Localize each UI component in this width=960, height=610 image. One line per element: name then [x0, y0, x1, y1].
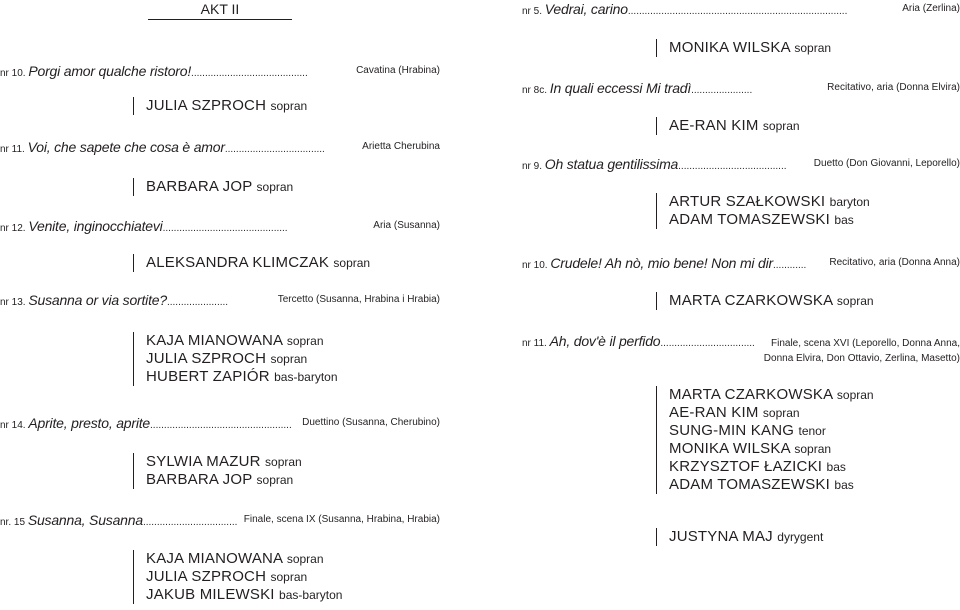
performer-voice: bas-baryton	[279, 588, 343, 602]
performer-voice: sopran	[270, 570, 308, 584]
entry-title: Crudele! Ah nò, mio bene! Non mi dir	[550, 255, 773, 271]
entry-leader: ............	[772, 260, 807, 271]
entry-type: Aria (Zerlina)	[902, 3, 960, 14]
performer-voice: sopran	[836, 388, 874, 402]
performer-name: SYLWIA MAZUR	[146, 453, 261, 470]
entry-type: Duetto (Don Giovanni, Leporello)	[813, 158, 960, 169]
performer-name: KAJA MIANOWANA	[146, 550, 283, 567]
performer-voice: sopran	[794, 442, 832, 456]
cast-member	[146, 350, 338, 368]
performer-voice: bas	[834, 213, 854, 227]
cast-member	[669, 386, 874, 404]
performer-voice: sopran	[794, 41, 832, 55]
entry-number: nr. 15	[0, 517, 26, 528]
entry-number: nr 10.	[0, 68, 26, 79]
cast-member	[146, 586, 342, 604]
cast-list	[656, 386, 874, 494]
program-entry	[0, 219, 440, 236]
performer-voice: sopran	[256, 180, 294, 194]
cast-member	[669, 404, 874, 422]
performer-name: AE-RAN KIM	[669, 404, 759, 421]
program-entry	[0, 513, 440, 530]
performer-name: AE-RAN KIM	[669, 117, 759, 134]
entry-title: Voi, che sapete che cosa è amor	[27, 139, 225, 155]
entry-leader: ....................................	[224, 144, 325, 155]
entry-leader: ..........................................	[191, 68, 308, 79]
cast-member	[146, 178, 293, 196]
performer-voice: sopran	[265, 455, 302, 469]
cast-list	[656, 292, 874, 310]
entry-type: Finale, scena XVI (Leporello, Donna Anna, Donna Elvira, Don Ottavio, Zerlina, Masetto)	[763, 338, 960, 364]
performer-voice: bas-baryton	[274, 370, 338, 384]
performer-voice: sopran	[286, 552, 324, 566]
entry-type: Arietta Cherubina	[362, 141, 440, 152]
program-entry	[0, 64, 440, 81]
performer-voice: sopran	[333, 256, 371, 270]
performer-name: MARTA CZARKOWSKA	[669, 386, 833, 403]
entry-title: Oh statua gentilissima	[544, 156, 679, 172]
cast-member	[669, 193, 870, 211]
entry-leader: .......................................	[678, 161, 787, 172]
cast-member	[146, 254, 370, 272]
entry-leader: ......................	[166, 297, 229, 308]
entry-title: Aprite, presto, aprite	[28, 415, 151, 431]
entry-type: Recitativo, aria (Donna Anna)	[829, 257, 960, 268]
entry-number: nr 12.	[0, 223, 26, 234]
entry-title: In quali eccessi Mi tradì	[549, 80, 692, 96]
performer-voice: sopran	[762, 406, 800, 420]
cast-list	[656, 117, 800, 135]
performer-voice: sopran	[256, 473, 294, 487]
performer-voice: sopran	[762, 119, 800, 133]
performer-name: ARTUR SZAŁKOWSKI	[669, 193, 826, 210]
cast-member	[669, 476, 874, 494]
cast-list	[656, 39, 831, 57]
entry-leader: ......................	[691, 85, 753, 96]
performer-voice: baryton	[829, 195, 870, 209]
program-entry	[522, 157, 960, 174]
entry-title: Venite, inginocchiatevi	[28, 218, 163, 234]
entry-number: nr 5.	[522, 6, 543, 17]
act-title: AKT II	[148, 0, 292, 20]
performer-name: BARBARA JOP	[146, 471, 253, 488]
cast-member	[669, 458, 874, 476]
performer-name: JULIA SZPROCH	[146, 97, 267, 114]
performer-name: MONIKA WILSKA	[669, 440, 790, 457]
program-entry	[522, 256, 960, 273]
entry-title: Susanna or via sortite?	[28, 292, 167, 308]
performer-voice: sopran	[836, 294, 874, 308]
entry-type: Recitativo, aria (Donna Elvira)	[827, 82, 960, 93]
performer-name: ADAM TOMASZEWSKI	[669, 476, 831, 493]
cast-member	[146, 568, 342, 586]
cast-member	[146, 368, 338, 386]
cast-list	[133, 332, 338, 386]
performer-name: MARTA CZARKOWSKA	[669, 292, 833, 309]
entry-number: nr 11.	[522, 338, 547, 349]
performer-voice: sopran	[286, 334, 324, 348]
entry-leader: ...............................................................................	[627, 6, 848, 17]
entry-number: nr 9.	[522, 161, 543, 172]
performer-name: HUBERT ZAPIÓR	[146, 368, 270, 385]
performer-name: KAJA MIANOWANA	[146, 332, 283, 349]
cast-member	[669, 422, 874, 440]
cast-member	[146, 97, 307, 115]
cast-member	[669, 211, 870, 229]
performer-name: JUSTYNA MAJ	[669, 528, 773, 545]
performer-name: ADAM TOMASZEWSKI	[669, 211, 831, 228]
performer-voice: bas	[834, 478, 854, 492]
performer-name: BARBARA JOP	[146, 178, 253, 195]
performer-voice: tenor	[798, 424, 826, 438]
cast-member	[669, 117, 800, 135]
cast-list	[656, 193, 870, 229]
entry-number: nr 11.	[0, 144, 25, 155]
cast-list	[133, 550, 342, 604]
entry-title: Vedrai, carino	[544, 1, 628, 17]
cast-list	[133, 254, 370, 272]
program-entry	[0, 293, 440, 310]
entry-title: Porgi amor qualche ristoro!	[28, 63, 192, 79]
performer-name: JAKUB MILEWSKI	[146, 586, 275, 603]
entry-type: Aria (Susanna)	[373, 220, 440, 231]
performer-voice: sopran	[270, 352, 308, 366]
cast-member	[669, 528, 823, 546]
program-entry	[522, 81, 960, 98]
entry-type: Finale, scena IX (Susanna, Hrabina, Hrabia)	[243, 514, 440, 525]
cast-list	[133, 97, 307, 115]
performer-voice: bas	[826, 460, 846, 474]
cast-member	[146, 332, 338, 350]
entry-title: Susanna, Susanna	[27, 512, 143, 528]
entry-number: nr 13.	[0, 297, 26, 308]
cast-member	[146, 453, 302, 471]
cast-member	[669, 292, 874, 310]
cast-member	[669, 39, 831, 57]
program-entry	[0, 416, 440, 433]
entry-leader: ..................................	[660, 338, 755, 349]
performer-name: KRZYSZTOF ŁAZICKI	[669, 458, 823, 475]
entry-number: nr 10.	[522, 260, 548, 271]
entry-number: nr 8c.	[522, 85, 548, 96]
performer-name: SUNG-MIN KANG	[669, 422, 795, 439]
performer-name: MONIKA WILSKA	[669, 39, 790, 56]
entry-leader: .............................................	[162, 223, 288, 234]
performer-name: JULIA SZPROCH	[146, 568, 267, 585]
entry-type: Cavatina (Hrabina)	[356, 65, 440, 76]
entry-type: Tercetto (Susanna, Hrabina i Hrabia)	[277, 294, 440, 305]
performer-voice: sopran	[270, 99, 308, 113]
entry-leader: ...................................................	[150, 420, 292, 431]
entry-leader: ..................................	[142, 517, 238, 528]
performer-voice: dyrygent	[777, 530, 824, 544]
program-entry	[522, 2, 960, 19]
entry-type: Duettino (Susanna, Cherubino)	[302, 417, 440, 428]
cast-member	[146, 471, 302, 489]
cast-list	[133, 453, 302, 489]
entry-number: nr 14.	[0, 420, 26, 431]
cast-member	[146, 550, 342, 568]
cast-list	[133, 178, 293, 196]
program-entry	[522, 334, 960, 366]
conductor-list	[656, 528, 823, 546]
cast-member	[669, 440, 874, 458]
program-entry	[0, 140, 440, 157]
performer-name: JULIA SZPROCH	[146, 350, 267, 367]
performer-name: ALEKSANDRA KLIMCZAK	[146, 254, 330, 271]
entry-title: Ah, dov'è il perfido	[549, 333, 661, 349]
